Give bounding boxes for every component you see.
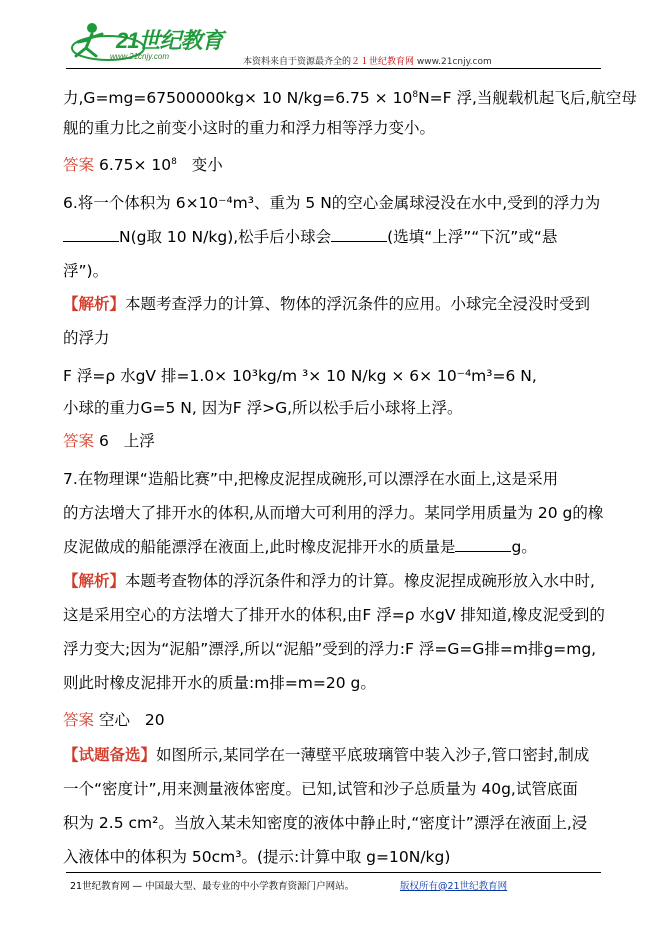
text-line-2: 舰的重力比之前变小这时的重力和浮力相等浮力变小。 bbox=[63, 119, 436, 137]
analysis-6-formula-2: 小球的重力G=5 N, 因为F 浮>G,所以松手后小球将上浮。 bbox=[63, 399, 463, 417]
analysis-6-line-2: 的浮力 bbox=[63, 329, 110, 347]
answer-blank bbox=[455, 537, 511, 552]
page-header bbox=[0, 0, 661, 80]
question-6-line-1: 6.将一个体积为 6×10⁻⁴m³、重为 5 N的空心金属球浸没在水中,受到的浮力为 bbox=[63, 194, 601, 212]
footer-copyright-link[interactable]: 版权所有@21世纪教育网 bbox=[400, 881, 508, 892]
analysis-7-line-1: 【解析】本题考查物体的浮沉条件和浮力的计算。橡皮泥捏成碗形放入水中时, bbox=[63, 572, 595, 590]
analysis-tag: 【解析】 bbox=[63, 295, 126, 313]
text-line-1: 力,G=mg=67500000kg× 10 $N/kg=6.75 \times 10^8N=F$ 浮,当舰载机起飞后,航空母 bbox=[63, 89, 637, 107]
answer-1: 答案 $6.75\times 10^8$ 变小 bbox=[63, 156, 223, 174]
extra-question-line-1: 【试题备选】如图所示,某同学在一薄壁平底玻璃管中装入沙子,管口密封,制成 bbox=[63, 746, 590, 764]
extra-question-tag: 【试题备选】 bbox=[63, 746, 157, 764]
tagline-site: ２１世纪教育网 bbox=[351, 57, 415, 67]
answer-blank bbox=[331, 227, 387, 242]
question-6-line-2: N(g取 10 N/kg),松手后小球会 (选填“上浮”“下沉”或“悬 bbox=[63, 227, 557, 247]
extra-question-line-3: 积为 2.5 cm²。当放入某未知密度的液体中静止时,“密度计”漂浮在液面上,浸 bbox=[63, 814, 588, 832]
answer-3: 答案 空心 20 bbox=[63, 711, 165, 729]
question-7-line-2: 的方法增大了排开水的体积,从而增大可利用的浮力。某同学用质量为 20 g的橡 bbox=[63, 504, 604, 522]
answer-blank bbox=[63, 227, 119, 242]
footer-text: 21世纪教育网 — 中国最大型、最专业的中小学教育资源门户网站。 bbox=[70, 881, 355, 892]
question-6-line-3: 浮”)。 bbox=[63, 262, 109, 280]
analysis-6-line-1: 【解析】本题考查浮力的计算、物体的浮沉条件的应用。小球完全浸没时受到 bbox=[63, 295, 591, 313]
answer-label: 答案 bbox=[63, 432, 95, 450]
analysis-6-formula-1: F 浮=ρ 水gV 排=1.0× 10³kg/m ³× 10 N/kg × 6× 10⁻⁴m³=6 N, bbox=[63, 367, 537, 385]
extra-question-line-2: 一个“密度计”,用来测量液体密度。已知,试管和沙子总质量为 40g,试管底面 bbox=[63, 780, 578, 798]
analysis-7-line-3: 浮力变大;因为“泥船”漂浮,所以“泥船”受到的浮力:F 浮=G=G排=m排g=mg, bbox=[63, 640, 597, 658]
question-7-line-1: 7.在物理课“造船比赛”中,把橡皮泥捏成碗形,可以漂浮在水面上,这是采用 bbox=[63, 470, 559, 488]
logo-url: www.21cnjy.com bbox=[110, 52, 169, 61]
analysis-7-line-2: 这是采用空心的方法增大了排开水的体积,由F 浮=ρ 水gV 排知道,橡皮泥受到的 bbox=[63, 606, 605, 624]
tagline-prefix: 本资料来自于资源最齐全的 bbox=[243, 57, 352, 67]
tagline-url[interactable]: www.21cnjy.com bbox=[416, 57, 492, 67]
extra-question-line-4: 入液体中的体积为 50cm³。(提示:计算中取 g=10N/kg) bbox=[63, 848, 451, 866]
analysis-7-line-4: 则此时橡皮泥排开水的质量:m排=m=20 g。 bbox=[63, 674, 376, 692]
answer-label: 答案 bbox=[63, 156, 95, 174]
header-divider bbox=[66, 68, 601, 69]
question-7-line-3: 皮泥做成的船能漂浮在液面上,此时橡皮泥排开水的质量是 g。 bbox=[63, 538, 537, 556]
header-tagline bbox=[243, 54, 492, 67]
logo-text: 21世纪教育 bbox=[116, 28, 223, 53]
answer-label: 答案 bbox=[63, 711, 95, 729]
analysis-tag: 【解析】 bbox=[63, 572, 126, 590]
footer-divider bbox=[66, 872, 601, 873]
answer-2: 答案 6 上浮 bbox=[63, 432, 155, 450]
